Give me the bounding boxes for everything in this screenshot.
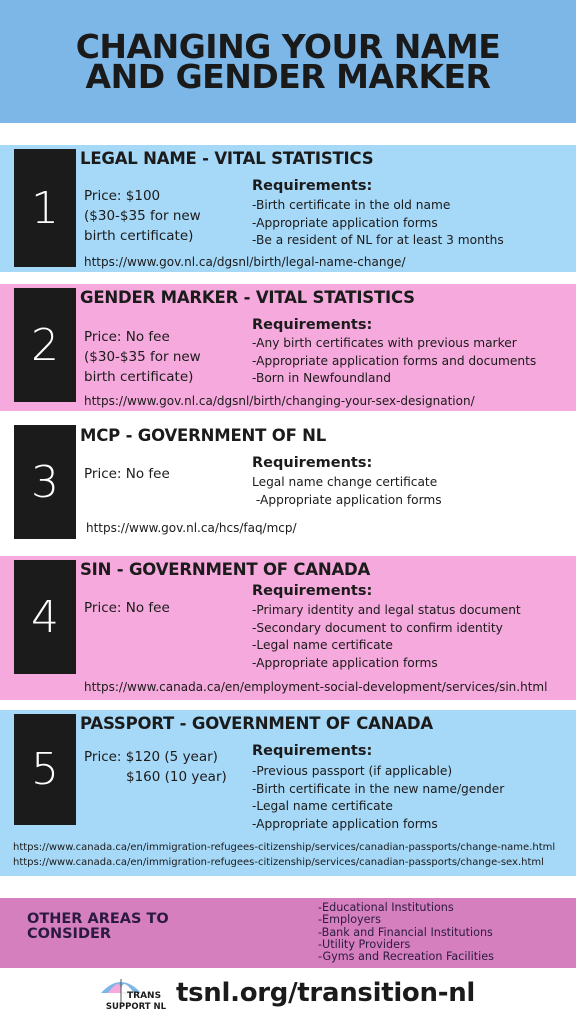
requirement-item: -Primary identity and legal status document [252, 603, 521, 617]
section-link[interactable]: https://www.canada.ca/en/employment-social-development/services/sin.html [84, 680, 548, 694]
section-legal-name [0, 145, 576, 272]
other-area-item: -Educational Institutions [318, 901, 454, 914]
requirement-item: -Be a resident of NL for at least 3 months [252, 233, 504, 248]
requirements-list [252, 474, 442, 509]
other-area-item: -Utility Providers [318, 937, 411, 951]
other-area-item: -Employers [318, 913, 381, 927]
section-title: PASSPORT - GOVERNMENT OF CANADA [80, 714, 433, 733]
page-title: CHANGING YOUR NAME AND GENDER MARKER [75, 26, 501, 96]
requirements-heading: Requirements: [252, 455, 373, 471]
requirements-list [252, 197, 504, 250]
requirement-item: -Appropriate application forms [252, 816, 438, 831]
step-number-1: 1 [14, 149, 76, 267]
requirements-heading: Requirements: [252, 583, 373, 599]
requirement-item: -Born in Newfoundland [252, 371, 391, 386]
footer [0, 968, 576, 1024]
requirement-item: -Appropriate application forms [252, 215, 438, 230]
step-number-3: 3 [14, 425, 76, 539]
section-passport [0, 710, 576, 876]
requirement-item: -Appropriate application forms [252, 655, 438, 670]
requirements-heading: Requirements: [252, 317, 373, 333]
other-area-item: -Bank and Financial Institutions [318, 925, 493, 939]
section-title: GENDER MARKER - VITAL STATISTICS [80, 288, 415, 307]
step-number-4: 4 [14, 560, 76, 674]
requirements-heading: Requirements: [252, 743, 373, 759]
section-link[interactable]: https://www.gov.nl.ca/dgsnl/birth/legal-name-change/ [84, 255, 406, 269]
requirement-item: -Secondary document to confirm identity [252, 620, 503, 635]
requirement-item: -Appropriate application forms and documents [252, 353, 537, 368]
price-text-secondary: $160 (10 year) [126, 769, 227, 785]
logo-wordmark-bottom: SUPPORT NL [105, 1002, 167, 1012]
requirements-list [252, 335, 536, 388]
price-text: Price: No fee [84, 600, 170, 616]
other-area-item: -Gyms and Recreation Facilities [318, 950, 494, 964]
requirement-item: -Birth certificate in the new name/gender [252, 781, 505, 796]
trans-support-nl-logo [99, 977, 169, 1019]
section-title: MCP - GOVERNMENT OF NL [80, 426, 327, 445]
section-title: LEGAL NAME - VITAL STATISTICS [80, 149, 374, 168]
section-link-name-change[interactable]: https://www.canada.ca/en/immigration-refugees-citizenship/services/canadian-passports/change-name.html [13, 842, 556, 853]
requirement-item: -Birth certificate in the old name [252, 198, 451, 212]
requirement-item: -Legal name certificate [252, 799, 393, 814]
price-text: Price: $120 (5 year) [84, 749, 218, 765]
requirement-item: -Any birth certificates with previous marker [252, 336, 517, 350]
logo-wordmark-top: TRANS [127, 991, 162, 1001]
other-areas-title: OTHER AREAS TO CONSIDER [27, 911, 169, 942]
other-areas-list [318, 902, 494, 963]
header-banner [0, 0, 576, 123]
requirement-item: -Legal name certificate [252, 638, 393, 653]
requirement-item: -Previous passport (if applicable) [252, 764, 453, 778]
section-link-sex-change[interactable]: https://www.canada.ca/en/immigration-refugees-citizenship/services/canadian-passports/change-sex.html [13, 857, 544, 868]
requirements-list [252, 602, 521, 672]
step-number-2: 2 [14, 288, 76, 402]
section-mcp [0, 422, 576, 542]
section-link[interactable]: https://www.gov.nl.ca/dgsnl/birth/changing-your-sex-designation/ [84, 394, 475, 408]
price-text: Price: No fee ($30-$35 for new birth certificate) [84, 329, 201, 385]
requirements-list [252, 763, 504, 833]
step-number-5: 5 [14, 714, 76, 825]
other-areas-section [0, 898, 576, 968]
price-text: Price: No fee [84, 466, 170, 482]
section-gender-marker [0, 284, 576, 411]
section-title: SIN - GOVERNMENT OF CANADA [80, 560, 371, 579]
section-sin [0, 556, 576, 700]
requirement-item: Legal name change certificate [252, 475, 438, 489]
section-link[interactable]: https://www.gov.nl.ca/hcs/faq/mcp/ [86, 521, 297, 535]
requirements-heading: Requirements: [252, 178, 373, 194]
requirement-item: -Appropriate application forms [252, 492, 442, 507]
footer-website-link[interactable]: tsnl.org/transition-nl [176, 978, 476, 1008]
price-text: Price: $100 ($30-$35 for new birth certificate) [84, 188, 201, 244]
